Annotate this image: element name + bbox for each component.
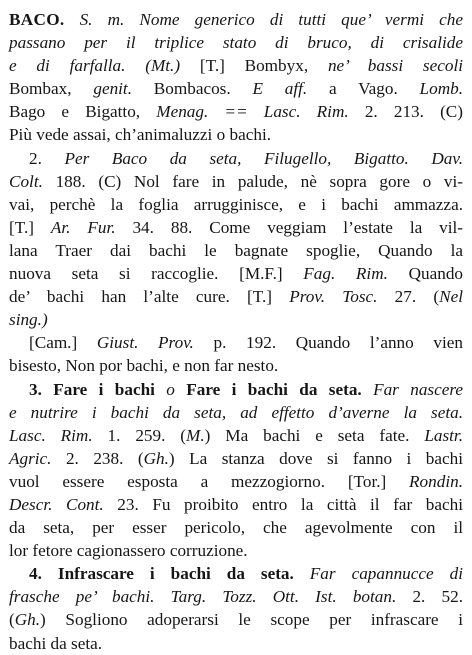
sense-number: 2. (29, 148, 42, 168)
sense-2-line: 2. Per Baco da seta, Filugello, Bigatto. Dav. (29, 148, 463, 168)
sense-1-line: Bago e Bigatto, Menag. == Lasc. Rim. 2. 213. (C) (9, 102, 463, 122)
sense-3-line: vuol essere esposta a mezzogiorno. [Tor.] Rondin. (9, 471, 463, 491)
citation-line: bisesto, Non por bachi, e non far nesto. (9, 356, 279, 376)
sense-4-line: (Gh.) Sogliono adoperarsi le scope per infrascare i (9, 610, 463, 630)
sense-2-line: sing.) (9, 310, 48, 330)
sense-2-citation (9, 331, 463, 354)
sense-3-line: da seta, per esser pericolo, che agevolmente con il (9, 518, 463, 538)
sense-4-line: 4. Infrascare i bachi da seta. Far capannucce di (29, 564, 463, 584)
sense-number: 3. (29, 379, 42, 399)
sense-3-line: Agric. 2. 238. (Gh.) La stanza dove si fanno i bachi (9, 448, 463, 468)
sense-1-line: BACO. S. m. Nome generico di tutti que’ vermi che (9, 10, 463, 29)
sense-2-line: [T.] Ar. Fur. 34. 88. Come veggiam l’estate la vil- (9, 217, 464, 237)
dictionary-entry-baco (9, 8, 463, 655)
sense-3-line: lor fetore cagionassero corruzione. (9, 541, 248, 561)
sense-1-line: Più vede assai, ch’animaluzzi o bachi. (9, 125, 272, 145)
sense-3-line: e nutrire i bachi da seta, ad effetto d’averne la seta. (9, 402, 463, 422)
sense-2-line: de’ bachi han l’alte cure. [T.] Prov. Tosc. 27. (Nel (9, 287, 463, 307)
citation-line: [Cam.] Giust. Prov. p. 192. Quando l’anno vien (29, 333, 463, 353)
sense-4-line: frasche pe’ bachi. Targ. Tozz. Ott. Ist. botan. 2. 52. (9, 587, 463, 607)
sense-3-line: 3. Fare i bachi o Fare i bachi da seta. Far nascere (29, 379, 464, 399)
sense-number: 4. (29, 564, 42, 584)
sense-3-line: Descr. Cont. 23. Fu proibito entro la città il far bachi (9, 494, 463, 514)
sense-2-line: Colt. 188. (C) Nol fare in palude, nè sopra gore o vi- (9, 171, 463, 191)
sense-2-line: vai, perchè la foglia arrugginisce, e i bachi ammazza. (9, 194, 463, 214)
sense-2 (9, 147, 463, 332)
sense-2-line: nuova seta si raccoglie. [M.F.] Fag. Rim. Quando (9, 264, 464, 284)
sense-1-line: Bombax, genit. Bombacos. E aff. a Vago. Lomb. (9, 79, 464, 99)
sense-1-line: e di farfalla. (Mt.) [T.] Bombyx, ne’ bassi secoli (9, 56, 463, 76)
sense-4-line: bachi da seta. (9, 633, 103, 653)
sense-3-line: Lasc. Rim. 1. 259. (M.) Ma bachi e seta fate. Lastr. (9, 425, 464, 445)
sense-1 (9, 8, 463, 147)
headword: BACO. (9, 10, 65, 29)
sense-2-line: lana Traer dai bachi le bagnate spoglie, Quando la (9, 240, 463, 260)
sense-1-line: passano per il triplice stato di bruco, di crisalide (9, 33, 463, 53)
sense-3 (9, 378, 463, 563)
sense-4 (9, 562, 463, 654)
